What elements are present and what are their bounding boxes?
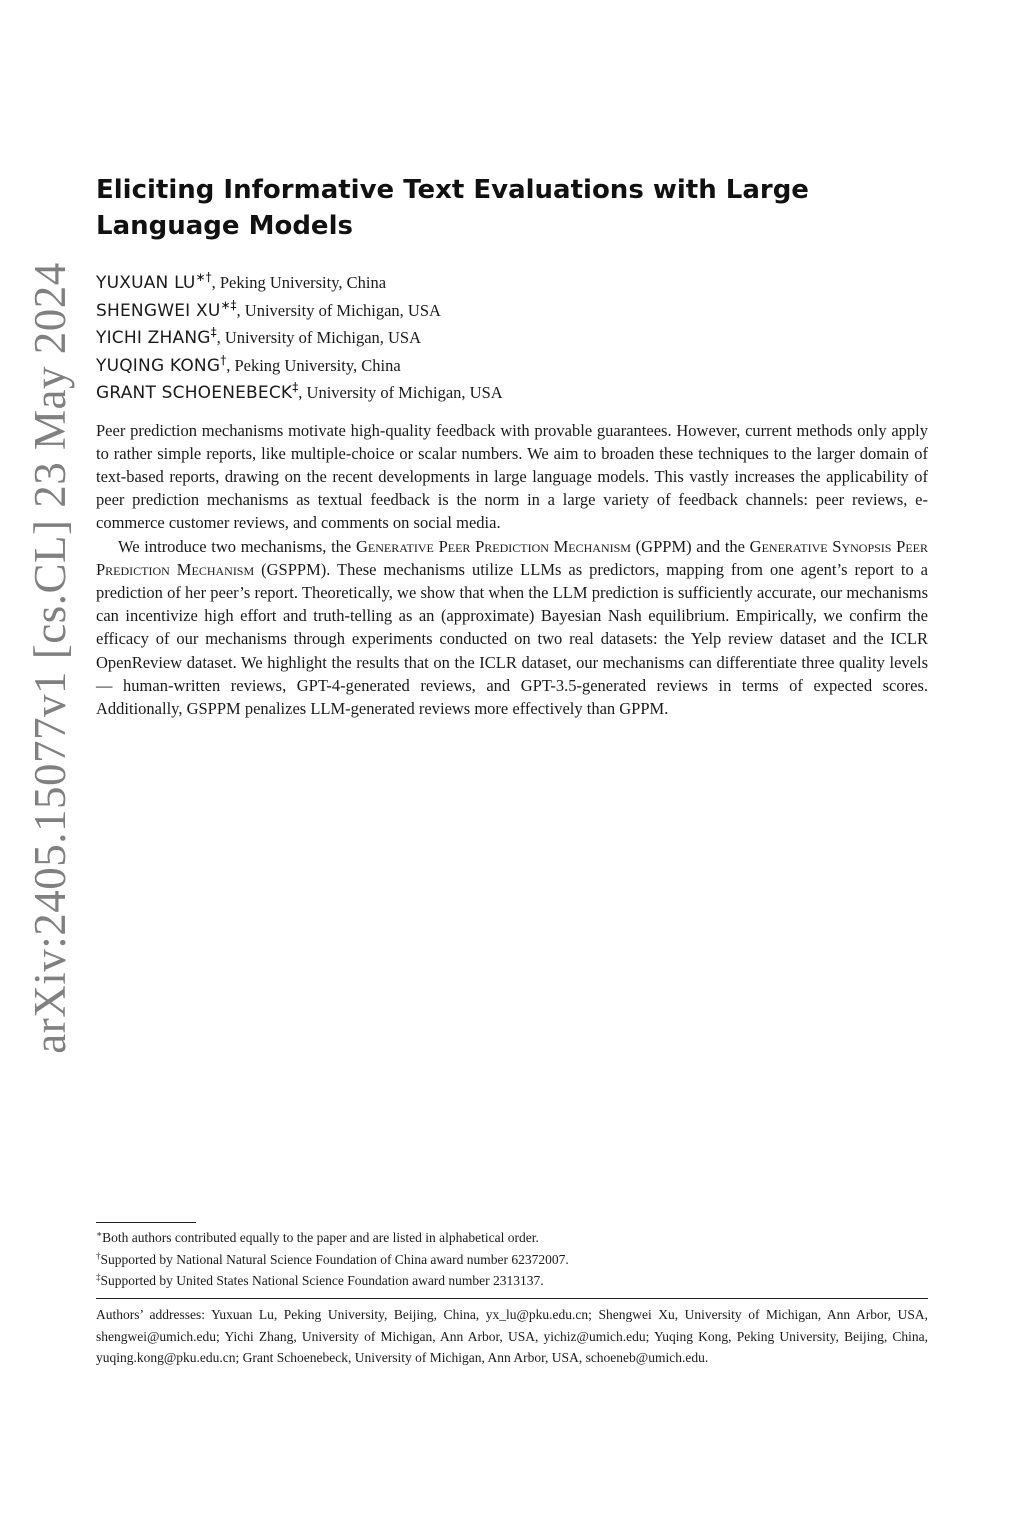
abstract-paragraph: Peer prediction mechanisms motivate high-quality feedback with provable guarantees. However, current methods only apply to rather simple reports, like multiple-choice or scalar numbers. We aim to broaden these techniques to the larger domain of text-based reports, drawing on the recent developments in large language models. This vastly increases the applicability of peer prediction mechanisms as textual feedback is the norm in a large variety of feedback channels: peer reviews, e-commerce customer reviews, and comments on social media. [96,420,928,533]
author-entry [96,264,928,292]
footnote-mark: † [96,1250,101,1261]
abstract-text: (GSPPM). These mechanisms utilize LLMs as predictors, mapping from one agent’s report to a prediction of her peer’s report. Theoretically, we show that when the LLM prediction is sufficiently accurate, our mechanisms can incentivize high effort and truth-telling as an (approximate) Bayesian Nash equilibrium. Empirically, we confirm the efficacy of our mechanisms through experiments conducted on two real datasets: the Yelp review dataset and the ICLR OpenReview dataset. We highlight the results that on the ICLR dataset, our mechanisms can differentiate three quality levels — human-written reviews, GPT-4-generated reviews, and GPT-3.5-generated reviews in terms of expected scores. Additionally, GSPPM penalizes LLM-generated reviews more effectively than GPPM. [96,559,928,718]
author-addresses: Authors’ addresses: Yuxuan Lu, Peking University, Beijing, China, yx_lu@pku.edu.cn; Shengwei Xu, University of Michigan, Ann Arbor, USA, shengwei@umich.edu; Yichi Zhang, University of Michigan, Ann Arbor, USA, yichiz@umich.edu; Yuqing Kong, Peking University, Beijing, China, yuqing.kong@pku.edu.cn; Grant Schoenebeck, University of Michigan, Ann Arbor, USA, schoeneb@umich.edu. [96,1307,928,1366]
author-name: YUQING KONG [96,355,221,376]
abstract-text: (GPPM) and the [630,536,750,556]
footnote-text: Supported by National Natural Science Foundation of China award number 62372007. [100,1251,569,1267]
address-divider [96,1298,928,1299]
author-entry [96,319,928,347]
author-affiliation: , University of Michigan, USA [298,383,503,402]
abstract-paragraph [96,535,928,721]
footnote [96,1270,928,1292]
footnote-text: Both authors contributed equally to the paper and are listed in alphabetical order. [102,1230,539,1245]
author-name: SHENGWEI XU [96,300,221,321]
abstract-text: We introduce two mechanisms, the [118,536,356,556]
footnote-mark: ∗ [96,1229,103,1239]
author-affiliation: , Peking University, China [226,355,401,375]
footnote [96,1249,928,1271]
footnote [96,1227,928,1249]
arxiv-identifier-text: arXiv:2405.15077v1 [cs.CL] 23 May 2024 [25,262,75,1054]
abstract [96,419,928,721]
author-entry [96,292,928,320]
author-name: GRANT SCHOENEBECK [96,383,293,403]
author-entry [96,347,928,375]
paper-front-matter [96,172,928,720]
author-name: YICHI ZHANG [96,328,211,348]
author-affiliation: , University of Michigan, USA [236,300,441,320]
footnote-text: Supported by United States National Science Foundation award number 2313137. [100,1273,544,1288]
author-affiliation: , Peking University, China [211,273,387,292]
author-footnote-marks: ∗‡ [220,297,237,312]
footnote-mark: ‡ [96,1272,101,1282]
footnote-divider [96,1222,196,1223]
mechanism-name-gppm: Generative Peer Prediction Mechanism [355,536,631,556]
author-affiliation: , University of Michigan, USA [216,328,422,347]
author-entry [96,374,928,402]
footnotes [96,1227,928,1292]
author-footnote-marks: † [220,352,227,367]
author-name: YUXUAN LU [96,273,196,293]
author-footnote-marks: ‡ [210,325,217,339]
paper-title: Eliciting Informative Text Evaluations with Large Language Models [96,175,809,241]
author-footnote-marks: ∗† [195,270,212,284]
mechanism-name-gsppm: Generative Synopsis Peer Prediction Mechanism [96,536,928,579]
author-footnote-marks: ‡ [292,380,299,394]
author-list [96,264,928,402]
